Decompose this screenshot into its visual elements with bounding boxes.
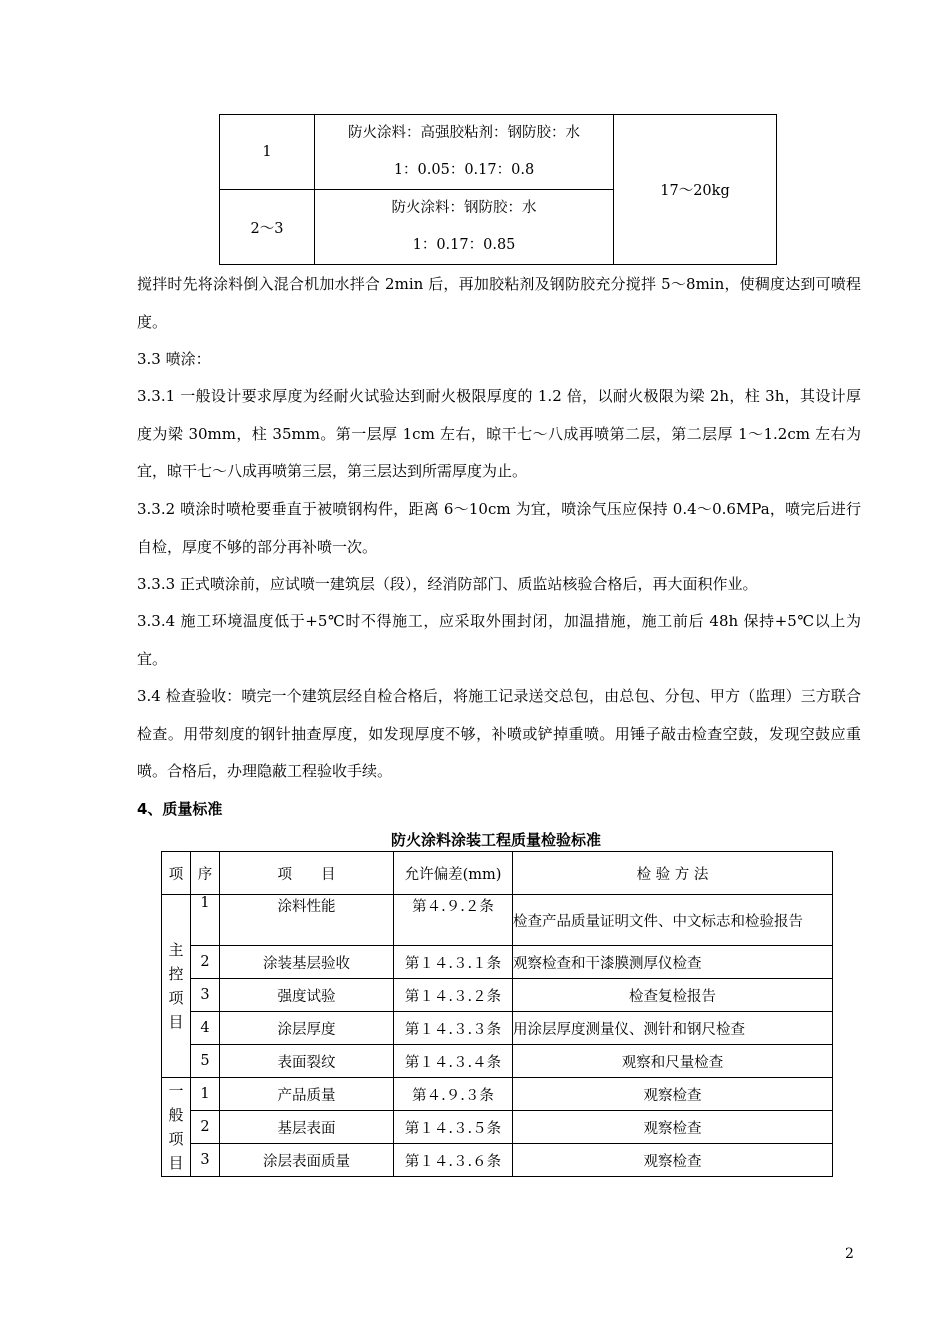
row-tolerance: 第１４.３.６条 [394,1144,513,1177]
formula-text: 防火涂料：钢防胶：水 [391,200,537,216]
page-number: 2 [845,1246,854,1262]
row-item: 产品质量 [220,1078,394,1111]
paragraph-3-4: 3.4 检查验收：喷完一个建筑层经自检合格后，将施工记录送交总包，由总包、分包、甲方（监理）三方联合检查。用带刻度的钢针抽查厚度，如发现厚度不够，补喷或铲掉重喷。用锤子敲击检查空鼓，发现空鼓应重喷。合格后，办理隐蔽工程验收手续。 [137,687,861,780]
quality-standard-table [161,851,833,1177]
formula-cell [315,115,614,190]
header-item: 项 目 [220,852,394,895]
row-tolerance: 第１４.３.３条 [394,1012,513,1045]
row-item: 表面裂纹 [220,1045,394,1078]
mix-ratio-table [219,114,777,265]
paragraph-3-3-1: 3.3.1 一般设计要求厚度为经耐火试验达到耐火极限厚度的 1.2 倍，以耐火极限为梁 2h，柱 3h，其设计厚度为梁 30mm，柱 35mm。第一层厚 1cm 左右，晾干七～八成再喷第二层，第二层厚 1～1.2cm 左右为宜，晾干七～八成再喷第三层，第三层达到所需厚度为止。 [137,387,861,480]
row-tolerance: 第４.９.３条 [394,1078,513,1111]
row-seq: 2 [191,1111,220,1144]
row-seq: 3 [191,1144,220,1177]
row-seq: 5 [191,1045,220,1078]
row-seq: 4 [191,1012,220,1045]
row-method: 用涂层厚度测量仪、测针和钢尺检查 [513,1012,833,1045]
row-tolerance: 第１４.３.１条 [394,946,513,979]
header-tolerance: 允许偏差(mm) [394,852,513,895]
main-control-label [162,895,191,1078]
general-label [162,1078,191,1177]
header-seq: 序 [191,852,220,895]
paragraph-3-3-4: 3.3.4 施工环境温度低于+5℃时不得施工，应采取外围封闭，加温措施，施工前后 48h 保持+5℃以上为宜。 [137,612,861,668]
row-seq: 3 [191,979,220,1012]
dosage-cell: 17～20kg [614,115,777,265]
row-method: 观察检查 [513,1144,833,1177]
row-method: 检查产品质量证明文件、中文标志和检验报告 [513,895,833,946]
section-heading: 4、质量标准 [137,800,223,818]
header-category: 项 [162,852,191,895]
row-tolerance: 第１４.３.２条 [394,979,513,1012]
row-method: 观察检查 [513,1111,833,1144]
row-item: 涂料性能 [220,895,394,946]
row-tolerance: 第１４.３.４条 [394,1045,513,1078]
row-item: 基层表面 [220,1111,394,1144]
row-seq: 1 [191,895,220,946]
row-item: 涂装基层验收 [220,946,394,979]
header-method: 检 验 方 法 [513,852,833,895]
row-seq: 1 [191,1078,220,1111]
row-item: 涂层厚度 [220,1012,394,1045]
row-method: 观察检查和干漆膜测厚仪检查 [513,946,833,979]
formula-text: 防火涂料：高强胶粘剂：钢防胶：水 [348,125,580,141]
row-tolerance: 第１４.３.５条 [394,1111,513,1144]
ratio-text: 1：0.17：0.85 [412,237,516,253]
ratio-text: 1：0.05：0.17：0.8 [393,162,535,178]
paragraph-3-3-3: 3.3.3 正式喷涂前，应试喷一建筑层（段），经消防部门、质监站核验合格后，再大面积作业。 [137,575,758,593]
row-method: 检查复检报告 [513,979,833,1012]
formula-cell [315,190,614,265]
paragraph-3-3-2: 3.3.2 喷涂时喷枪要垂直于被喷钢构件，距离 6～10cm 为宜，喷涂气压应保持 0.4～0.6MPa，喷完后进行自检，厚度不够的部分再补喷一次。 [137,500,861,556]
main-control-text: 主控项目 [168,941,184,1031]
row-method: 观察和尺量检查 [513,1045,833,1078]
row-seq: 2 [191,946,220,979]
general-text: 一般项目 [168,1082,184,1172]
row-tolerance: 第４.９.２条 [394,895,513,946]
row-item: 强度试验 [220,979,394,1012]
row-item: 涂层表面质量 [220,1144,394,1177]
paragraph-3-3: 3.3 喷涂： [137,350,211,368]
paragraph-mixing: 搅拌时先将涂料倒入混合机加水拌合 2min 后，再加胶粘剂及钢防胶充分搅拌 5～8min，使稠度达到可喷程度。 [137,275,861,331]
table-title: 防火涂料涂装工程质量检验标准 [390,831,601,849]
row-method: 观察检查 [513,1078,833,1111]
layer-cell: 2～3 [220,190,315,265]
layer-cell: 1 [220,115,315,190]
